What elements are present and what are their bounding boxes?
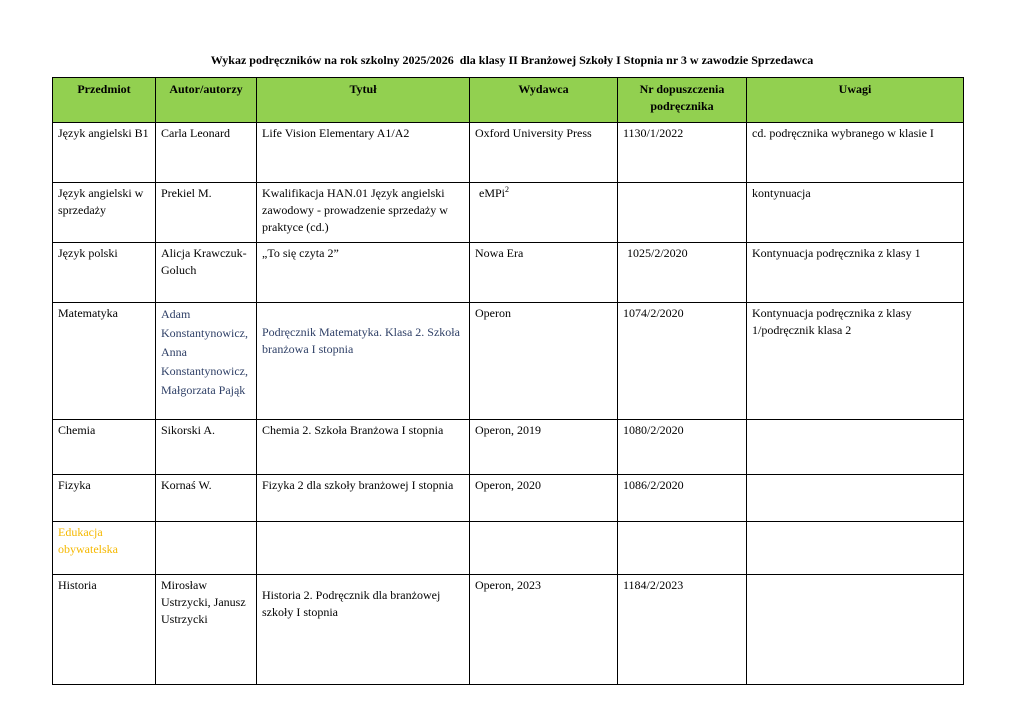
publisher-text: eMPi: [479, 186, 506, 200]
cell-publisher: Operon, 2023: [470, 575, 618, 685]
cell-title: Fizyka 2 dla szkoły branżowej I stopnia: [257, 475, 470, 522]
cell-title: [257, 522, 470, 575]
cell-title: Chemia 2. Szkoła Branżowa I stopnia: [257, 420, 470, 475]
cell-subject: Język polski: [53, 243, 156, 303]
header-approval-number: Nr dopuszczenia podręcznika: [618, 78, 747, 123]
cell-approval-number: 1130/1/2022: [618, 123, 747, 183]
cell-subject: Edukacja obywatelska: [53, 522, 156, 575]
cell-subject: Język angielski w sprzedaży: [53, 183, 156, 243]
cell-author: Carla Leonard: [156, 123, 257, 183]
cell-title: Kwalifikacja HAN.01 Język angielski zawodowy - prowadzenie sprzedaży w praktyce (cd.): [257, 183, 470, 243]
table-row: [53, 123, 964, 183]
cell-notes: [747, 475, 964, 522]
table-row: [53, 420, 964, 475]
table-row: [53, 303, 964, 420]
cell-author: Kornaś W.: [156, 475, 257, 522]
cell-approval-number: 1086/2/2020: [618, 475, 747, 522]
cell-title: Historia 2. Podręcznik dla branżowej szkoły I stopnia: [257, 575, 470, 685]
cell-publisher: [470, 183, 618, 243]
cell-notes: [747, 420, 964, 475]
cell-notes: Kontynuacja podręcznika z klasy 1/podręcznik klasa 2: [747, 303, 964, 420]
table-header-row: [53, 78, 964, 123]
page-title: Wykaz podręczników na rok szkolny 2025/2026 dla klasy II Branżowej Szkoły I Stopnia nr 3 w zawodzie Sprzedawca: [210, 53, 814, 67]
cell-subject: Historia: [53, 575, 156, 685]
table-row: [53, 575, 964, 685]
cell-notes: Kontynuacja podręcznika z klasy 1: [747, 243, 964, 303]
cell-approval-number: 1025/2/2020: [618, 243, 747, 303]
cell-author: [156, 522, 257, 575]
cell-author: Adam Konstantynowicz, Anna Konstantynowicz, Małgorzata Pająk: [156, 303, 257, 420]
cell-approval-number: 1074/2/2020: [618, 303, 747, 420]
cell-subject: Fizyka: [53, 475, 156, 522]
cell-notes: [747, 575, 964, 685]
cell-approval-number: [618, 183, 747, 243]
table-row: [53, 522, 964, 575]
table-row: [53, 243, 964, 303]
cell-title: Life Vision Elementary A1/A2: [257, 123, 470, 183]
header-title: Tytuł: [257, 78, 470, 123]
cell-publisher: Operon, 2019: [470, 420, 618, 475]
cell-author: Sikorski A.: [156, 420, 257, 475]
header-subject: Przedmiot: [53, 78, 156, 123]
cell-publisher: Oxford University Press: [470, 123, 618, 183]
cell-title: Podręcznik Matematyka. Klasa 2. Szkoła branżowa I stopnia: [257, 303, 470, 420]
cell-notes: kontynuacja: [747, 183, 964, 243]
cell-author: Prekiel M.: [156, 183, 257, 243]
cell-subject: Matematyka: [53, 303, 156, 420]
textbook-table: [52, 77, 964, 685]
header-notes: Uwagi: [747, 78, 964, 123]
header-publisher: Wydawca: [470, 78, 618, 123]
cell-subject: Język angielski B1: [53, 123, 156, 183]
cell-approval-number: [618, 522, 747, 575]
cell-notes: cd. podręcznika wybranego w klasie I: [747, 123, 964, 183]
cell-publisher: Operon: [470, 303, 618, 420]
publisher-superscript: 2: [505, 185, 510, 194]
cell-approval-number: 1080/2/2020: [618, 420, 747, 475]
cell-publisher: Nowa Era: [470, 243, 618, 303]
table-row: [53, 183, 964, 243]
cell-subject: Chemia: [53, 420, 156, 475]
cell-approval-number: 1184/2/2023: [618, 575, 747, 685]
cell-title: „To się czyta 2”: [257, 243, 470, 303]
cell-publisher: Operon, 2020: [470, 475, 618, 522]
cell-author: Mirosław Ustrzycki, Janusz Ustrzycki: [156, 575, 257, 685]
cell-notes: [747, 522, 964, 575]
cell-publisher: [470, 522, 618, 575]
header-author: Autor/autorzy: [156, 78, 257, 123]
cell-author: Alicja Krawczuk-Goluch: [156, 243, 257, 303]
table-row: [53, 475, 964, 522]
